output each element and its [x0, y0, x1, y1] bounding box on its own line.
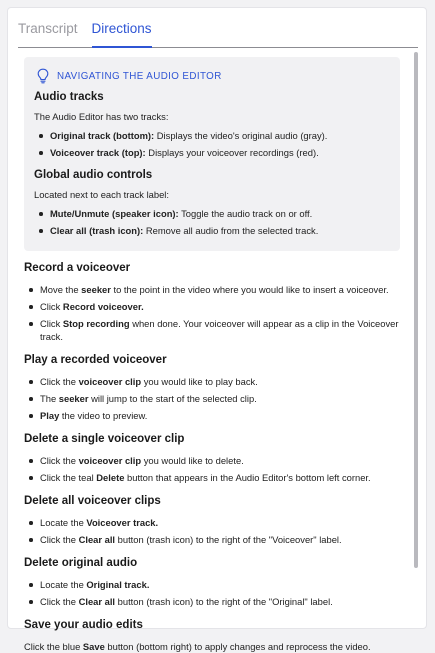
text: Click the: [40, 596, 79, 607]
instruction-list: [24, 578, 410, 608]
list-item: [24, 471, 410, 484]
text: Click the blue: [24, 641, 83, 652]
audio-tracks-heading: Audio tracks: [34, 91, 104, 103]
text: you would like to delete.: [141, 455, 244, 466]
tab-bar: [18, 20, 418, 48]
text: will jump to the start of the selected clip.: [88, 393, 257, 404]
bold-text: voiceover clip: [78, 376, 142, 387]
instruction-list: [24, 454, 410, 484]
list-item: [24, 317, 410, 343]
bold-text: Clear all: [78, 596, 116, 607]
instruction-section: [24, 557, 410, 608]
section-heading: Delete all voiceover clips: [24, 495, 161, 507]
text: to the point in the video where you would like to insert a voiceover.: [110, 284, 389, 295]
bold-text: Stop recording: [62, 318, 130, 329]
list-item: [24, 375, 410, 388]
list-item: [24, 595, 410, 608]
audio-editor-guide-box: [24, 57, 400, 251]
bold-text: Voiceover track.: [86, 517, 159, 528]
bold-text: seeker: [58, 393, 89, 404]
instruction-list: [24, 516, 410, 546]
text: when done. Your voiceover will appear as a clip in the Voiceover track.: [40, 318, 399, 342]
audio-tracks-intro: The Audio Editor has two tracks:: [34, 111, 169, 122]
text: Click the teal: [40, 472, 97, 483]
tab-transcript[interactable]: Transcript: [18, 21, 78, 36]
text: button that appears in the Audio Editor's bottom left corner.: [124, 472, 371, 483]
instruction-section: [24, 619, 410, 653]
text: Locate the: [40, 579, 87, 590]
text: Click the: [40, 376, 79, 387]
list-item: [24, 578, 410, 591]
text: Click: [40, 318, 63, 329]
bold-text: Delete: [96, 472, 125, 483]
instruction-section: [24, 354, 410, 422]
list-item: Mute/Unmute (speaker icon): Toggle the audio track on or off.: [34, 207, 388, 220]
text: you would like to play back.: [141, 376, 258, 387]
bold-text: Play: [40, 410, 60, 421]
global-controls-intro: Located next to each track label:: [34, 189, 169, 200]
text: The: [40, 393, 59, 404]
global-controls-list: [34, 207, 388, 237]
bold-text: Original track.: [86, 579, 150, 590]
text: Click: [40, 301, 63, 312]
instruction-section: [24, 433, 410, 484]
list-item: [24, 283, 410, 296]
bold-text: Record voiceover.: [62, 301, 144, 312]
bold-text: seeker: [81, 284, 111, 295]
lightbulb-icon: [36, 68, 50, 84]
list-item: [24, 392, 410, 405]
section-heading: Delete original audio: [24, 557, 138, 569]
list-item: [24, 533, 410, 546]
text: the video to preview.: [59, 410, 148, 421]
text: button (trash icon) to the right of the "Original" label.: [115, 596, 333, 607]
bold-text: voiceover clip: [78, 455, 142, 466]
text: Click the: [40, 455, 79, 466]
bold-text: Save: [82, 641, 105, 652]
text: Locate the: [40, 517, 87, 528]
global-controls-heading: Global audio controls: [34, 169, 153, 181]
text: button (bottom right) to apply changes and reprocess the video.: [104, 641, 371, 652]
list-item: [24, 300, 410, 313]
list-item: [24, 454, 410, 467]
guide-header: [34, 67, 388, 85]
section-heading: Delete a single voiceover clip: [24, 433, 185, 445]
instruction-sections: [24, 262, 410, 653]
text: Click the: [40, 534, 79, 545]
list-item: Original track (bottom): Displays the video's original audio (gray).: [34, 129, 388, 142]
list-item: Clear all (trash icon): Remove all audio from the selected track.: [34, 224, 388, 237]
directions-panel: [7, 7, 427, 652]
text: Move the: [40, 284, 82, 295]
list-item: Voiceover track (top): Displays your voiceover recordings (red).: [34, 146, 388, 159]
section-heading: Save your audio edits: [24, 619, 143, 631]
section-paragraph: [24, 640, 410, 653]
guide-title: NAVIGATING THE AUDIO EDITOR: [57, 70, 222, 82]
instruction-section: [24, 495, 410, 546]
text: button (trash icon) to the right of the "Voiceover" label.: [115, 534, 342, 545]
instruction-list: [24, 375, 410, 422]
tab-directions[interactable]: Directions: [92, 20, 152, 48]
section-heading: Record a voiceover: [24, 262, 131, 274]
directions-content: [8, 48, 410, 652]
list-item: [24, 409, 410, 422]
instruction-list: [24, 283, 410, 343]
list-item: [24, 516, 410, 529]
scrollbar[interactable]: [414, 52, 418, 568]
audio-tracks-list: [34, 129, 388, 159]
instruction-section: [24, 262, 410, 343]
bold-text: Clear all: [78, 534, 116, 545]
section-heading: Play a recorded voiceover: [24, 354, 167, 366]
